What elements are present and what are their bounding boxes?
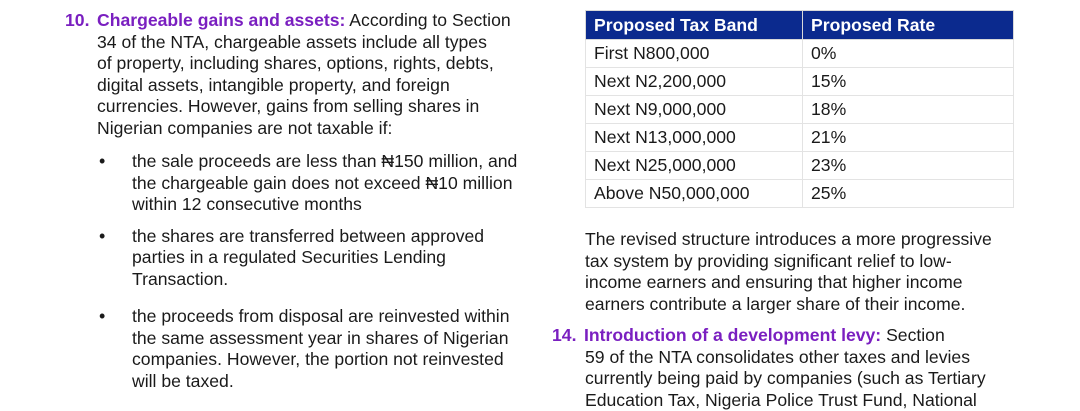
table-cell: Next N9,000,000 (586, 96, 803, 124)
paragraph-line: income earners and ensuring that higher income (585, 272, 1015, 294)
item-10-line: According to Section (349, 10, 510, 30)
item-14-line: Section (886, 325, 945, 345)
bullet-line: parties in a regulated Securities Lending (132, 247, 545, 269)
item-14-number: 14. (552, 325, 584, 347)
item-14 (552, 325, 1022, 411)
table-cell: 23% (803, 152, 1014, 180)
bullet-item (65, 226, 545, 291)
table-cell: 25% (803, 180, 1014, 208)
bullet-dot-icon: • (99, 226, 105, 248)
table-cell: 15% (803, 68, 1014, 96)
bullet-line: companies. However, the portion not reinvested (132, 349, 545, 371)
table-header-cell: Proposed Tax Band (586, 11, 803, 40)
table-cell: Next N13,000,000 (586, 124, 803, 152)
item-14-heading: Introduction of a development levy: (584, 325, 881, 345)
bullet-item (65, 306, 545, 392)
bullet-line: the chargeable gain does not exceed ₦10 million (132, 173, 545, 195)
paragraph-line: The revised structure introduces a more progressive (585, 229, 1015, 251)
table-row (586, 180, 1014, 208)
bullet-line: the sale proceeds are less than ₦150 million, and (132, 151, 545, 173)
table-row (586, 40, 1014, 68)
bullet-item (65, 151, 545, 216)
table-cell: 18% (803, 96, 1014, 124)
item-14-line: 59 of the NTA consolidates other taxes and levies (552, 347, 1022, 369)
table-row (586, 124, 1014, 152)
bullet-line: the same assessment year in shares of Nigerian (132, 328, 545, 350)
tax-band-table (585, 10, 1014, 208)
item-10-number: 10. (65, 10, 97, 32)
table-cell: Next N2,200,000 (586, 68, 803, 96)
bullet-line: will be taxed. (132, 371, 545, 393)
item-10-line: Nigerian companies are not taxable if: (65, 118, 545, 140)
table-cell: First N800,000 (586, 40, 803, 68)
paragraph-line: earners contribute a larger share of their income. (585, 294, 1015, 316)
table-cell: 0% (803, 40, 1014, 68)
paragraph-line: tax system by providing significant relief to low- (585, 251, 1015, 273)
table-row (586, 152, 1014, 180)
item-10-paragraph (65, 10, 545, 139)
item-10 (65, 10, 545, 402)
table-cell: Next N25,000,000 (586, 152, 803, 180)
item-10-line: currencies. However, gains from selling shares in (65, 96, 545, 118)
table-row (586, 68, 1014, 96)
item-14-line: currently being paid by companies (such as Tertiary (552, 368, 1022, 390)
table-header-cell: Proposed Rate (803, 11, 1014, 40)
item-14-line: Education Tax, Nigeria Police Trust Fund, National (552, 390, 1022, 411)
bullet-line: the proceeds from disposal are reinvested within (132, 306, 545, 328)
bullet-dot-icon: • (99, 306, 105, 328)
bullet-line: within 12 consecutive months (132, 194, 545, 216)
item-10-line: 34 of the NTA, chargeable assets include all types (65, 32, 545, 54)
bullet-line: the shares are transferred between approved (132, 226, 545, 248)
bullet-line: Transaction. (132, 269, 545, 291)
table-cell: 21% (803, 124, 1014, 152)
revised-structure-paragraph (585, 229, 1015, 315)
bullet-dot-icon: • (99, 151, 105, 173)
table-row (586, 96, 1014, 124)
table-header-row (586, 11, 1014, 40)
item-10-heading: Chargeable gains and assets: (97, 10, 345, 30)
item-10-bullet-list (65, 151, 545, 392)
item-10-line: of property, including shares, options, rights, debts, (65, 53, 545, 75)
item-10-line: digital assets, intangible property, and foreign (65, 75, 545, 97)
table-cell: Above N50,000,000 (586, 180, 803, 208)
